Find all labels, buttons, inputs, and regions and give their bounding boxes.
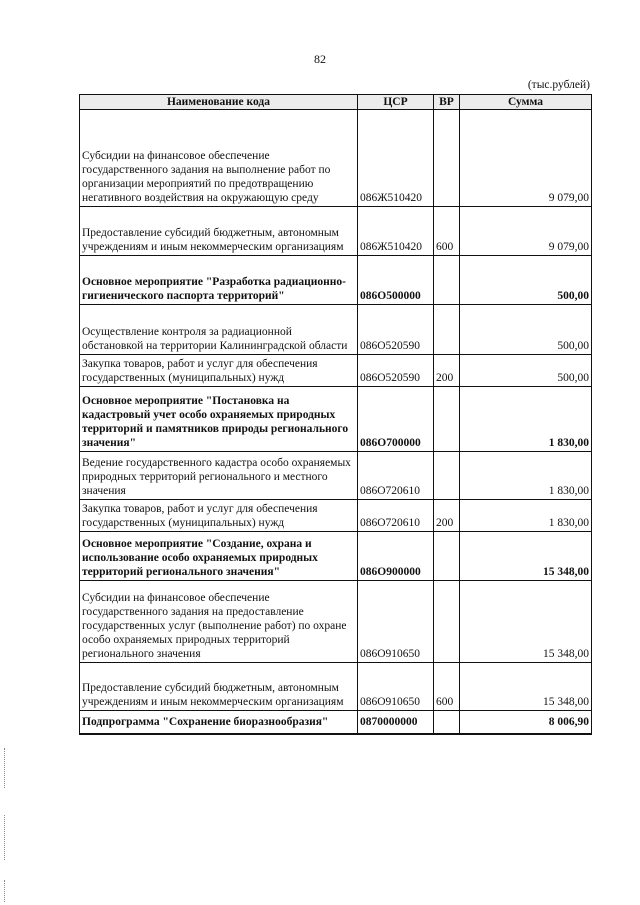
row-name: Основное мероприятие "Создание, охрана и использование особо охраняемых природных территорий регионального значения" bbox=[80, 532, 358, 581]
header-csr: ЦСР bbox=[358, 95, 434, 110]
row-sum: 500,00 bbox=[460, 355, 592, 387]
table-row bbox=[80, 387, 592, 452]
table-row bbox=[80, 256, 592, 305]
total-name: Подпрограмма "Сохранение биоразнообразия" bbox=[80, 711, 358, 735]
row-sum: 15 348,00 bbox=[460, 581, 592, 663]
row-name: Закупка товаров, работ и услуг для обеспечения государственных (муниципальных) нужд bbox=[80, 500, 358, 532]
table-row bbox=[80, 532, 592, 581]
row-vr bbox=[434, 532, 460, 581]
row-csr: 086О520590 bbox=[358, 305, 434, 355]
header-sum: Сумма bbox=[460, 95, 592, 110]
row-sum: 500,00 bbox=[460, 305, 592, 355]
row-name: Основное мероприятие "Постановка на кадастровый учет особо охраняемых природных территорий и памятников природы регионального значения" bbox=[80, 387, 358, 452]
table-row bbox=[80, 500, 592, 532]
scan-edge-mark bbox=[4, 815, 6, 860]
row-name: Закупка товаров, работ и услуг для обеспечения государственных (муниципальных) нужд bbox=[80, 355, 358, 387]
row-csr: 086О910650 bbox=[358, 581, 434, 663]
page-number: 82 bbox=[314, 52, 326, 66]
row-name: Субсидии на финансовое обеспечение государственного задания на предоставление государственных услуг (выполнение работ) по охране особо охраняемых природных территорий регионального значения bbox=[80, 581, 358, 663]
row-sum: 15 348,00 bbox=[460, 532, 592, 581]
units-label: (тыс.рублей) bbox=[527, 79, 590, 91]
table-row bbox=[80, 305, 592, 355]
row-sum: 9 079,00 bbox=[460, 110, 592, 207]
row-name: Предоставление субсидий бюджетным, автономным учреждениям и иным некоммерческим организациям bbox=[80, 663, 358, 711]
budget-table bbox=[79, 94, 592, 735]
row-name: Основное мероприятие "Разработка радиационно-гигиенического паспорта территорий" bbox=[80, 256, 358, 305]
row-vr bbox=[434, 110, 460, 207]
row-vr bbox=[434, 305, 460, 355]
table-row bbox=[80, 663, 592, 711]
row-sum: 500,00 bbox=[460, 256, 592, 305]
row-csr: 086О900000 bbox=[358, 532, 434, 581]
scan-edge-mark bbox=[4, 880, 6, 902]
row-csr: 086О720610 bbox=[358, 500, 434, 532]
table-row bbox=[80, 355, 592, 387]
header-vr: ВР bbox=[434, 95, 460, 110]
subprogram-total-row bbox=[80, 711, 592, 735]
row-vr bbox=[434, 387, 460, 452]
table-row bbox=[80, 581, 592, 663]
table-row bbox=[80, 452, 592, 500]
row-csr: 086О720610 bbox=[358, 452, 434, 500]
table-row bbox=[80, 110, 592, 207]
total-vr bbox=[434, 711, 460, 735]
scan-edge-mark bbox=[4, 748, 6, 788]
row-name: Ведение государственного кадастра особо охраняемых природных территорий регионального и местного значения bbox=[80, 452, 358, 500]
total-csr: 0870000000 bbox=[358, 711, 434, 735]
row-vr bbox=[434, 256, 460, 305]
total-sum: 8 006,90 bbox=[460, 711, 592, 735]
row-csr: 086Ж510420 bbox=[358, 110, 434, 207]
row-sum: 1 830,00 bbox=[460, 387, 592, 452]
row-vr: 200 bbox=[434, 500, 460, 532]
row-name: Осуществление контроля за радиационной обстановкой на территории Калининградской области bbox=[80, 305, 358, 355]
row-sum: 1 830,00 bbox=[460, 500, 592, 532]
table-row bbox=[80, 207, 592, 256]
row-sum: 15 348,00 bbox=[460, 663, 592, 711]
row-csr: 086Ж510420 bbox=[358, 207, 434, 256]
header-name: Наименование кода bbox=[80, 95, 358, 110]
row-csr: 086О520590 bbox=[358, 355, 434, 387]
row-vr: 200 bbox=[434, 355, 460, 387]
table-header-row bbox=[80, 95, 592, 110]
row-vr bbox=[434, 581, 460, 663]
row-csr: 086О500000 bbox=[358, 256, 434, 305]
row-vr: 600 bbox=[434, 663, 460, 711]
row-name: Субсидии на финансовое обеспечение государственного задания на выполнение работ по организации мероприятий по предотвращению негативного воздействия на окружающую среду bbox=[80, 110, 358, 207]
row-vr bbox=[434, 452, 460, 500]
row-sum: 9 079,00 bbox=[460, 207, 592, 256]
row-csr: 086О910650 bbox=[358, 663, 434, 711]
row-vr: 600 bbox=[434, 207, 460, 256]
row-sum: 1 830,00 bbox=[460, 452, 592, 500]
row-csr: 086О700000 bbox=[358, 387, 434, 452]
row-name: Предоставление субсидий бюджетным, автономным учреждениям и иным некоммерческим организациям bbox=[80, 207, 358, 256]
